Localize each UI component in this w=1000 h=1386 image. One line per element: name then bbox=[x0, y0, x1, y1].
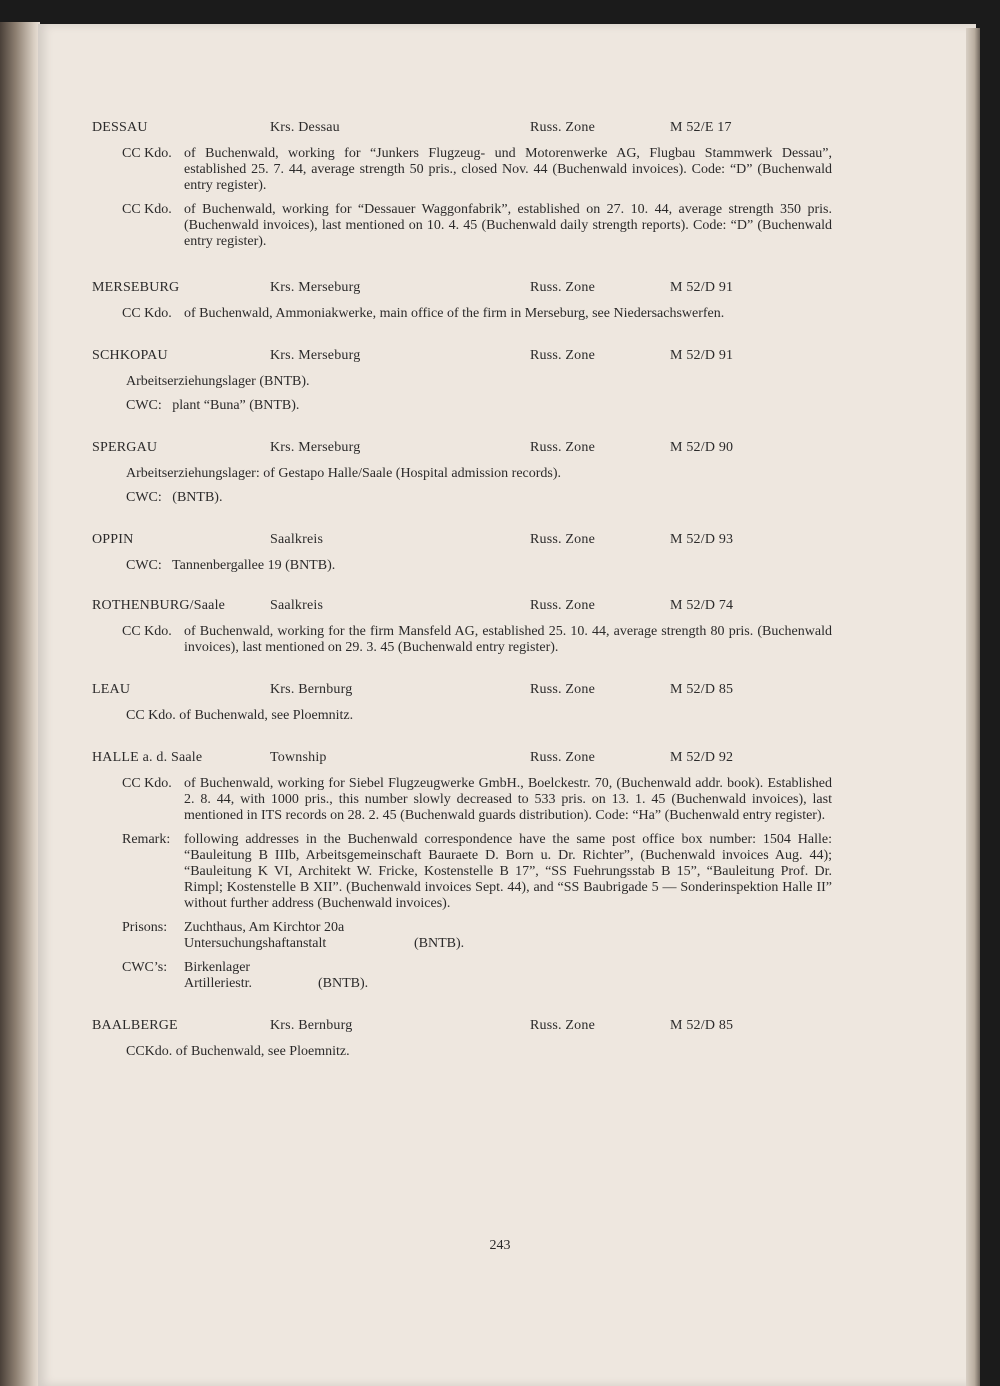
zone-name: Russ. Zone bbox=[530, 682, 595, 697]
district-name: Krs. Dessau bbox=[270, 120, 340, 135]
map-reference: M 52/D 74 bbox=[670, 598, 734, 613]
district-name: Saalkreis bbox=[270, 598, 324, 613]
paragraph-text: of Buchenwald, working for Siebel Flugzeugwerke GmbH., Boelckestr. 70, (Buchenwald addr. book). Established 2. 8. 44, with 1000 pris., this number slowly decreased to 533 pris. on 13. 1. 45 (Buchenwald invoices), last mentioned in ITS records on 28. 2. 45 (Buchenwald guards distribution). Code: “Ha” (Buchenwald entry register). bbox=[184, 776, 832, 823]
place-name: HALLE a. d. Saale bbox=[92, 750, 203, 765]
cwcs-block bbox=[92, 960, 832, 992]
entry-line: Arbeitserziehungslager: of Gestapo Halle/Saale (Hospital admission records). bbox=[126, 466, 562, 481]
district-name: Saalkreis bbox=[270, 532, 324, 547]
cwc-line: Artilleriestr. bbox=[184, 976, 253, 991]
zone-name: Russ. Zone bbox=[530, 598, 595, 613]
place-name: BAALBERGE bbox=[92, 1018, 178, 1033]
map-reference: M 52/D 85 bbox=[670, 682, 734, 697]
paragraph-text: following addresses in the Buchenwald correspondence have the same post office box number: 1504 Halle: “Bauleitung B IIIb, Arbeitsgemeinschaft Bauraete D. Born u. Dr. Richter”, (Buchenwald invoices Aug. 44); “Bauleitung K VI, Architekt W. Fricke, Kostenstelle B 17”, “SS Fuehrungsstab B 15”, “Bauleitung Prof. Dr. Rimpl; Kostenstelle B XII”. (Buchenwald invoices Sept. 44), and “SS Baubrigade 5 — Sonderinspektion Halle II” without further address (Buchenwald invoices). bbox=[184, 832, 832, 911]
map-reference: M 52/D 93 bbox=[670, 532, 734, 547]
entry-line: CWC: plant “Buna” (BNTB). bbox=[126, 398, 300, 413]
entry-schkopau bbox=[92, 348, 832, 414]
entry-line: CC Kdo. of Buchenwald, see Ploemnitz. bbox=[126, 708, 354, 723]
prisons-block bbox=[92, 920, 832, 952]
entry-header bbox=[92, 348, 832, 366]
entry-line: CWC: (BNTB). bbox=[126, 490, 223, 505]
entry-paragraph bbox=[92, 202, 832, 250]
paragraph-text: of Buchenwald, working for “Junkers Flugzeug- und Motorenwerke AG, Flugbau Stammwerk Dessau”, established 25. 7. 44, average strength 50 pris., closed Nov. 44 (Buchenwald invoices). Code: “D” (Buchenwald entry register). bbox=[184, 146, 832, 193]
entry-paragraph bbox=[92, 832, 832, 912]
place-name: MERSEBURG bbox=[92, 280, 180, 295]
entry-header bbox=[92, 682, 832, 700]
entry-paragraph bbox=[92, 776, 832, 824]
district-name: Township bbox=[270, 750, 327, 765]
entry-oppin bbox=[92, 532, 832, 574]
page-edge bbox=[966, 28, 980, 1386]
paragraph-label: CC Kdo. bbox=[122, 624, 172, 639]
book-binding bbox=[0, 22, 40, 1386]
place-name: SPERGAU bbox=[92, 440, 158, 455]
source-ref: (BNTB). bbox=[414, 936, 465, 951]
map-reference: M 52/D 91 bbox=[670, 280, 734, 295]
page-number: 243 bbox=[489, 1238, 511, 1253]
source-ref: (BNTB). bbox=[318, 976, 369, 991]
map-reference: M 52/E 17 bbox=[670, 120, 732, 135]
entry-header bbox=[92, 440, 832, 458]
district-name: Krs. Merseburg bbox=[270, 440, 361, 455]
entry-line: Arbeitserziehungslager (BNTB). bbox=[126, 374, 310, 389]
entry-header bbox=[92, 532, 832, 550]
entry-rothenburg bbox=[92, 598, 832, 656]
paragraph-text: of Buchenwald, Ammoniakwerke, main office of the firm in Merseburg, see Niedersachswerfen. bbox=[184, 306, 725, 321]
zone-name: Russ. Zone bbox=[530, 1018, 595, 1033]
entry-header bbox=[92, 750, 832, 768]
prisons-line-2 bbox=[184, 936, 832, 952]
zone-name: Russ. Zone bbox=[530, 532, 595, 547]
entry-line: CCKdo. of Buchenwald, see Ploemnitz. bbox=[126, 1044, 350, 1059]
place-name: LEAU bbox=[92, 682, 131, 697]
entry-paragraph bbox=[92, 624, 832, 656]
paragraph-label: CC Kdo. bbox=[122, 202, 172, 217]
prisons-line: Zuchthaus, Am Kirchtor 20a bbox=[184, 920, 345, 935]
map-reference: M 52/D 85 bbox=[670, 1018, 734, 1033]
map-reference: M 52/D 92 bbox=[670, 750, 734, 765]
place-name: DESSAU bbox=[92, 120, 148, 135]
entry-header bbox=[92, 280, 832, 298]
paragraph-text: of Buchenwald, working for “Dessauer Waggonfabrik”, established on 27. 10. 44, average strength 350 pris. (Buchenwald invoices), last mentioned on 10. 4. 45 (Buchenwald daily strength reports). Code: “D” (Buchenwald entry register). bbox=[184, 202, 832, 249]
paragraph-label: CWC’s: bbox=[122, 960, 168, 975]
cwc-line: Birkenlager bbox=[184, 960, 251, 975]
district-name: Krs. Bernburg bbox=[270, 682, 353, 697]
cwc-line-2 bbox=[184, 976, 832, 992]
entry-spergau bbox=[92, 440, 832, 506]
district-name: Krs. Merseburg bbox=[270, 280, 361, 295]
entry-dessau bbox=[92, 120, 832, 250]
prisons-line: Untersuchungshaftanstalt bbox=[184, 936, 327, 951]
entry-merseburg bbox=[92, 280, 832, 322]
entry-halle bbox=[92, 750, 832, 992]
paragraph-text: of Buchenwald, working for the firm Mansfeld AG, established 25. 10. 44, average strength 80 pris. (Buchenwald invoices), last mentioned on 29. 3. 45 (Buchenwald entry register). bbox=[184, 624, 832, 655]
zone-name: Russ. Zone bbox=[530, 348, 595, 363]
entry-paragraph bbox=[92, 146, 832, 194]
paragraph-label: CC Kdo. bbox=[122, 306, 172, 321]
place-name: SCHKOPAU bbox=[92, 348, 168, 363]
paragraph-label: Prisons: bbox=[122, 920, 168, 935]
entry-leau bbox=[92, 682, 832, 724]
map-reference: M 52/D 90 bbox=[670, 440, 734, 455]
district-name: Krs. Merseburg bbox=[270, 348, 361, 363]
paragraph-label: CC Kdo. bbox=[122, 146, 172, 161]
entry-baalberge bbox=[92, 1018, 832, 1060]
zone-name: Russ. Zone bbox=[530, 750, 595, 765]
paragraph-label: CC Kdo. bbox=[122, 776, 172, 791]
zone-name: Russ. Zone bbox=[530, 280, 595, 295]
entry-paragraph bbox=[92, 306, 832, 322]
zone-name: Russ. Zone bbox=[530, 120, 595, 135]
page-content bbox=[92, 120, 832, 1082]
place-name: ROTHENBURG/Saale bbox=[92, 598, 226, 613]
map-reference: M 52/D 91 bbox=[670, 348, 734, 363]
entry-line: CWC: Tannenbergallee 19 (BNTB). bbox=[126, 558, 336, 573]
district-name: Krs. Bernburg bbox=[270, 1018, 353, 1033]
place-name: OPPIN bbox=[92, 532, 134, 547]
entry-header bbox=[92, 1018, 832, 1036]
entry-header bbox=[92, 120, 832, 138]
paragraph-label: Remark: bbox=[122, 832, 171, 847]
zone-name: Russ. Zone bbox=[530, 440, 595, 455]
entry-header bbox=[92, 598, 832, 616]
